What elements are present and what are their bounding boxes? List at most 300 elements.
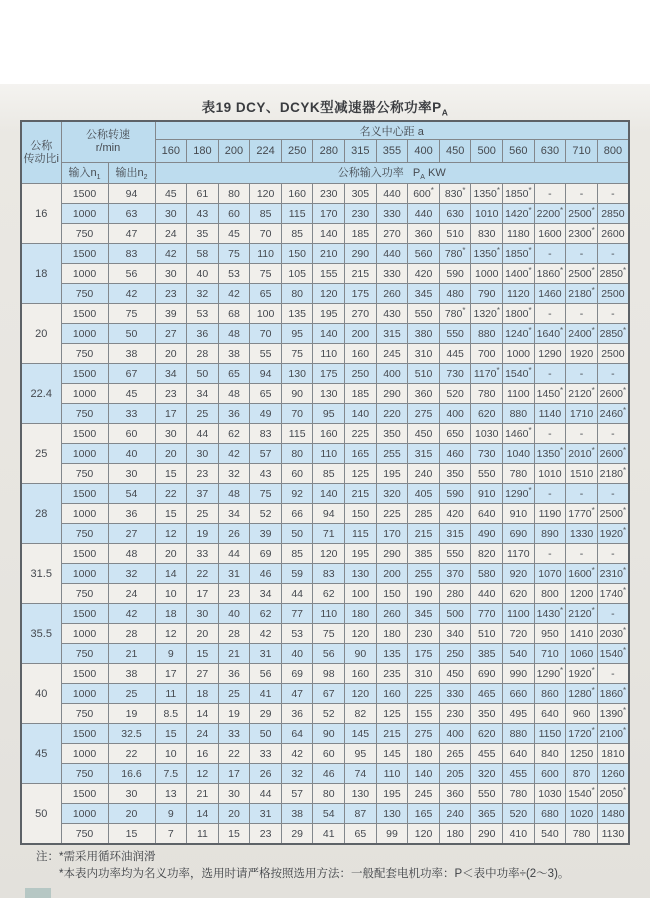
power-cell: 2030* [597, 624, 629, 644]
output-speed-cell: 38 [108, 664, 155, 684]
page-title [0, 96, 650, 118]
power-cell: 330 [376, 204, 408, 224]
power-cell: 165 [408, 804, 440, 824]
power-cell: 60 [281, 464, 313, 484]
power-cell: 10 [155, 584, 187, 604]
oil-lubrication-asterisk: * [430, 186, 434, 195]
power-cell: 60 [218, 204, 250, 224]
input-speed-cell: 750 [61, 464, 108, 484]
power-cell: 15 [218, 824, 250, 845]
power-cell: 310 [408, 344, 440, 364]
output-speed-cell: 48 [108, 544, 155, 564]
power-cell: - [597, 364, 629, 384]
input-speed-cell: 1500 [61, 484, 108, 504]
power-cell: 1510 [566, 464, 598, 484]
power-cell: - [597, 244, 629, 264]
power-cell: 1190 [534, 504, 566, 524]
power-cell: 215 [376, 724, 408, 744]
power-cell: 820 [471, 544, 503, 564]
center-distance-value: 500 [471, 140, 503, 163]
table-row [21, 704, 629, 724]
power-cell: 180 [439, 824, 471, 845]
power-cell: 195 [345, 544, 377, 564]
power-cell: 70 [281, 404, 313, 424]
ratio-cell: 18 [21, 244, 61, 304]
power-cell: 130 [281, 364, 313, 384]
power-cell: 17 [218, 764, 250, 784]
header-ratio-line1: 公称 [30, 139, 53, 152]
oil-lubrication-asterisk: * [623, 506, 627, 515]
ratio-cell: 25 [21, 424, 61, 484]
power-cell: 175 [313, 364, 345, 384]
oil-lubrication-asterisk: * [496, 306, 500, 315]
power-cell: 440 [471, 584, 503, 604]
table-row [21, 804, 629, 824]
output-speed-cell: 47 [108, 224, 155, 244]
oil-lubrication-asterisk: * [623, 326, 627, 335]
power-cell: 36 [218, 404, 250, 424]
power-cell: 7.5 [155, 764, 187, 784]
power-cell: 780* [439, 244, 471, 264]
ratio-cell: 35.5 [21, 604, 61, 664]
power-cell: 1920* [566, 664, 598, 684]
power-cell: 550 [408, 304, 440, 324]
oil-lubrication-asterisk: * [496, 366, 500, 375]
power-cell: 42 [155, 244, 187, 264]
ratio-cell: 20 [21, 304, 61, 364]
power-cell: 1350* [534, 444, 566, 464]
power-cell: 65 [218, 364, 250, 384]
power-cell: - [597, 664, 629, 684]
power-cell: 82 [345, 704, 377, 724]
power-cell: 39 [250, 524, 282, 544]
input-speed-cell: 750 [61, 284, 108, 304]
output-speed-cell: 30 [108, 784, 155, 804]
header-power-prefix: 公称输入功率 [337, 167, 404, 180]
output-speed-cell: 94 [108, 184, 155, 204]
power-cell: 250 [439, 644, 471, 664]
power-cell: 1290* [503, 484, 535, 504]
power-cell: 840 [534, 744, 566, 764]
power-cell: 2310* [597, 564, 629, 584]
power-cell: 315 [408, 444, 440, 464]
power-cell: 75 [250, 264, 282, 284]
power-cell: 36 [281, 704, 313, 724]
power-cell: 120 [345, 684, 377, 704]
power-cell: 280 [439, 584, 471, 604]
power-cell: 27 [155, 324, 187, 344]
power-cell: 550 [471, 464, 503, 484]
power-cell: 110 [376, 764, 408, 784]
ratio-cell: 22.4 [21, 364, 61, 424]
power-cell: 65 [250, 384, 282, 404]
power-cell: 225 [345, 424, 377, 444]
power-cell: 155 [408, 704, 440, 724]
page-title-text: 表19 DCY、DCYK型减速器公称功率P [201, 100, 442, 115]
header-output-speed [108, 163, 155, 184]
power-cell: 1410 [566, 624, 598, 644]
power-cell: 780 [566, 824, 598, 845]
power-cell: - [534, 364, 566, 384]
power-cell: 98 [313, 664, 345, 684]
power-cell: 44 [250, 784, 282, 804]
table-row [21, 464, 629, 484]
power-cell: 870 [566, 764, 598, 784]
power-cell: - [566, 304, 598, 324]
power-cell: 14 [187, 804, 219, 824]
power-cell: 50 [250, 724, 282, 744]
power-cell: 920 [503, 564, 535, 584]
power-cell: 245 [376, 344, 408, 364]
power-cell: 1030 [534, 784, 566, 804]
table-row [21, 364, 629, 384]
power-cell: 90 [281, 384, 313, 404]
power-cell: 1170 [503, 544, 535, 564]
power-cell: 120 [408, 824, 440, 845]
power-cell: 2500* [566, 204, 598, 224]
power-cell: - [597, 184, 629, 204]
power-cell: 45 [218, 224, 250, 244]
power-cell: 495 [503, 704, 535, 724]
power-cell: 780 [471, 384, 503, 404]
power-cell: 130 [376, 804, 408, 824]
power-cell: 890 [534, 524, 566, 544]
power-cell: 135 [281, 304, 313, 324]
power-cell: 20 [218, 804, 250, 824]
power-cell: 1020 [566, 804, 598, 824]
header-center-distance: 名义中心距 a [155, 121, 629, 140]
power-cell: 30 [187, 444, 219, 464]
input-speed-cell: 750 [61, 344, 108, 364]
power-cell: 490 [471, 524, 503, 544]
power-cell: 1330 [566, 524, 598, 544]
power-cell: 19 [187, 524, 219, 544]
power-cell: 720 [503, 624, 535, 644]
header-nominal-speed [61, 121, 155, 163]
power-cell: 90 [345, 644, 377, 664]
power-cell: 540 [503, 644, 535, 664]
power-cell: 115 [281, 204, 313, 224]
power-cell: 1290* [534, 664, 566, 684]
power-cell: 460 [439, 444, 471, 464]
power-cell: 26 [218, 524, 250, 544]
power-cell: 240 [439, 804, 471, 824]
note-label: 注： [36, 851, 59, 863]
power-cell: 1320* [471, 304, 503, 324]
power-cell: 1140 [534, 404, 566, 424]
power-cell: 125 [376, 704, 408, 724]
table-row [21, 204, 629, 224]
oil-lubrication-asterisk: * [560, 206, 564, 215]
power-cell: 50 [187, 364, 219, 384]
power-cell: 74 [345, 764, 377, 784]
oil-lubrication-asterisk: * [591, 566, 595, 575]
power-cell: 270 [376, 224, 408, 244]
power-cell: - [597, 544, 629, 564]
power-cell: 40 [218, 604, 250, 624]
power-cell: 240 [408, 464, 440, 484]
oil-lubrication-asterisk: * [462, 246, 466, 255]
power-cell: 80 [313, 784, 345, 804]
power-cell: 200 [376, 564, 408, 584]
power-cell: 30 [218, 784, 250, 804]
power-cell: 23 [187, 464, 219, 484]
power-cell: 700 [471, 344, 503, 364]
power-cell: 140 [313, 324, 345, 344]
power-cell: 790 [471, 284, 503, 304]
footnote-line-2: *本表内功率均为名义功率，选用时请严格按照选用方法：一般配套电机功率：P＜表中功率÷(2～3)。 [59, 867, 570, 880]
power-cell: 21 [218, 644, 250, 664]
center-distance-value: 355 [376, 140, 408, 163]
power-cell: 1280* [566, 684, 598, 704]
table-row [21, 824, 629, 845]
output-speed-cell: 22 [108, 744, 155, 764]
power-cell: 155 [313, 264, 345, 284]
power-cell: - [534, 484, 566, 504]
power-cell: 120 [313, 544, 345, 564]
table-row [21, 584, 629, 604]
power-cell: 25 [218, 684, 250, 704]
power-cell: 330 [376, 264, 408, 284]
input-speed-cell: 750 [61, 524, 108, 544]
power-cell: 305 [345, 184, 377, 204]
power-cell: 630 [439, 204, 471, 224]
table-row [21, 744, 629, 764]
power-cell: 220 [376, 404, 408, 424]
table-row [21, 444, 629, 464]
power-cell: 1800* [503, 304, 535, 324]
power-cell: 640 [503, 744, 535, 764]
power-cell: 1040 [503, 444, 535, 464]
power-cell: 690 [471, 664, 503, 684]
power-cell: 160 [345, 664, 377, 684]
oil-lubrication-asterisk: * [623, 726, 627, 735]
power-cell: 52 [250, 504, 282, 524]
power-cell: 27 [187, 664, 219, 684]
input-speed-cell: 1500 [61, 544, 108, 564]
power-cell: 260 [376, 284, 408, 304]
power-cell: 440 [376, 244, 408, 264]
power-cell: 1710 [566, 404, 598, 424]
power-cell: 19 [218, 704, 250, 724]
power-cell: - [597, 604, 629, 624]
power-cell: 385 [471, 644, 503, 664]
center-distance-value: 800 [597, 140, 629, 163]
power-cell: 2180* [597, 464, 629, 484]
center-distance-value: 315 [345, 140, 377, 163]
table-row [21, 264, 629, 284]
power-cell: 580 [471, 564, 503, 584]
power-cell: 1720* [566, 724, 598, 744]
power-cell: 48 [218, 324, 250, 344]
power-cell: 75 [313, 624, 345, 644]
power-cell: 230 [345, 204, 377, 224]
table-row [21, 224, 629, 244]
power-cell: 65 [250, 284, 282, 304]
power-cell: 200 [345, 324, 377, 344]
power-cell: 420 [439, 504, 471, 524]
power-cell: 2400* [566, 324, 598, 344]
table-row [21, 424, 629, 444]
power-cell: 170 [376, 524, 408, 544]
power-cell: 12 [187, 764, 219, 784]
power-cell: 30 [155, 264, 187, 284]
input-speed-cell: 1000 [61, 324, 108, 344]
oil-lubrication-asterisk: * [462, 186, 466, 195]
oil-lubrication-asterisk: * [591, 266, 595, 275]
power-cell: 7 [155, 824, 187, 845]
power-cell: 53 [281, 624, 313, 644]
input-speed-cell: 1500 [61, 244, 108, 264]
power-cell: 92 [281, 484, 313, 504]
power-cell: 680 [534, 804, 566, 824]
power-cell: 2850 [597, 204, 629, 224]
power-cell: 230 [313, 184, 345, 204]
power-cell: 1100 [503, 604, 535, 624]
power-cell: 185 [345, 224, 377, 244]
ratio-cell: 16 [21, 184, 61, 244]
power-cell: 94 [250, 364, 282, 384]
power-cell: 46 [313, 764, 345, 784]
power-cell: 34 [218, 504, 250, 524]
power-cell: 880 [471, 324, 503, 344]
power-cell: 40 [281, 644, 313, 664]
power-cell: 600* [408, 184, 440, 204]
power-cell: 1850* [503, 244, 535, 264]
center-distance-value: 560 [503, 140, 535, 163]
power-cell: 195 [376, 464, 408, 484]
power-cell: 410 [503, 824, 535, 845]
oil-lubrication-asterisk: * [591, 606, 595, 615]
power-cell: 28 [218, 624, 250, 644]
output-speed-cell: 16.6 [108, 764, 155, 784]
power-cell: 1860* [534, 264, 566, 284]
power-cell: 270 [345, 304, 377, 324]
power-cell: 445 [439, 344, 471, 364]
oil-lubrication-asterisk: * [591, 206, 595, 215]
power-cell: 345 [408, 604, 440, 624]
power-cell: 430 [376, 304, 408, 324]
power-cell: 1250 [566, 744, 598, 764]
power-cell: 62 [313, 584, 345, 604]
oil-lubrication-asterisk: * [591, 386, 595, 395]
power-cell: 100 [250, 304, 282, 324]
power-cell: 215 [345, 484, 377, 504]
power-cell: 190 [408, 584, 440, 604]
power-cell: 1260 [597, 764, 629, 784]
power-cell: 225 [376, 504, 408, 524]
power-cell: 54 [313, 804, 345, 824]
power-cell: 360 [439, 784, 471, 804]
table-row [21, 664, 629, 684]
power-cell: 990 [503, 664, 535, 684]
output-speed-cell: 21 [108, 644, 155, 664]
power-cell: 510 [439, 224, 471, 244]
oil-lubrication-asterisk: * [528, 266, 532, 275]
power-cell: 135 [376, 644, 408, 664]
power-cell: 56 [313, 644, 345, 664]
table-body [21, 184, 629, 845]
power-cell: 24 [155, 224, 187, 244]
power-cell: 110 [250, 244, 282, 264]
power-cell: 69 [281, 664, 313, 684]
oil-lubrication-asterisk: * [623, 566, 627, 575]
power-cell: 26 [250, 764, 282, 784]
ratio-cell: 45 [21, 724, 61, 784]
power-cell: 110 [313, 604, 345, 624]
power-cell: 30 [155, 424, 187, 444]
power-cell: 16 [187, 744, 219, 764]
power-cell: 9 [155, 804, 187, 824]
power-cell: 36 [218, 664, 250, 684]
oil-lubrication-asterisk: * [496, 186, 500, 195]
header-output-label: 输出n [115, 167, 144, 180]
power-cell: 560 [408, 244, 440, 264]
power-cell: 36 [187, 324, 219, 344]
output-speed-cell: 28 [108, 624, 155, 644]
power-cell: 640 [534, 704, 566, 724]
power-cell: 22 [155, 484, 187, 504]
power-cell: 130 [345, 784, 377, 804]
power-cell: 340 [439, 624, 471, 644]
input-speed-cell: 750 [61, 224, 108, 244]
power-cell: 83 [250, 424, 282, 444]
output-speed-cell: 60 [108, 424, 155, 444]
power-cell: 20 [155, 344, 187, 364]
power-cell: 120 [345, 624, 377, 644]
table-row [21, 184, 629, 204]
oil-lubrication-asterisk: * [623, 786, 627, 795]
power-cell: 140 [313, 484, 345, 504]
power-cell: - [566, 424, 598, 444]
power-cell: 230 [439, 704, 471, 724]
power-cell: 1920* [597, 524, 629, 544]
power-cell: 85 [281, 224, 313, 244]
power-cell: 10 [155, 744, 187, 764]
power-cell: 34 [155, 364, 187, 384]
power-cell: 910 [503, 504, 535, 524]
power-cell: 800 [534, 584, 566, 604]
input-speed-cell: 1500 [61, 604, 108, 624]
power-cell: 2300* [566, 224, 598, 244]
power-cell: 150 [281, 244, 313, 264]
output-speed-cell: 67 [108, 364, 155, 384]
table-row [21, 504, 629, 524]
power-cell: 710 [534, 644, 566, 664]
power-cell: 9 [155, 644, 187, 664]
power-cell: 1430* [534, 604, 566, 624]
power-cell: 2500* [597, 504, 629, 524]
power-cell: 510 [408, 364, 440, 384]
power-cell: 11 [155, 684, 187, 704]
power-cell: 39 [155, 304, 187, 324]
output-speed-cell: 20 [108, 804, 155, 824]
oil-lubrication-asterisk: * [623, 626, 627, 635]
input-speed-cell: 750 [61, 764, 108, 784]
power-cell: 100 [345, 584, 377, 604]
power-cell: 620 [471, 724, 503, 744]
power-cell: 42 [218, 284, 250, 304]
power-cell: 2180* [566, 284, 598, 304]
power-cell: 42 [250, 624, 282, 644]
power-cell: 510 [471, 624, 503, 644]
output-speed-cell: 33 [108, 404, 155, 424]
power-cell: 14 [155, 564, 187, 584]
power-cell: 450 [439, 664, 471, 684]
header-ratio [21, 121, 61, 184]
power-cell: 170 [313, 204, 345, 224]
table-row [21, 644, 629, 664]
